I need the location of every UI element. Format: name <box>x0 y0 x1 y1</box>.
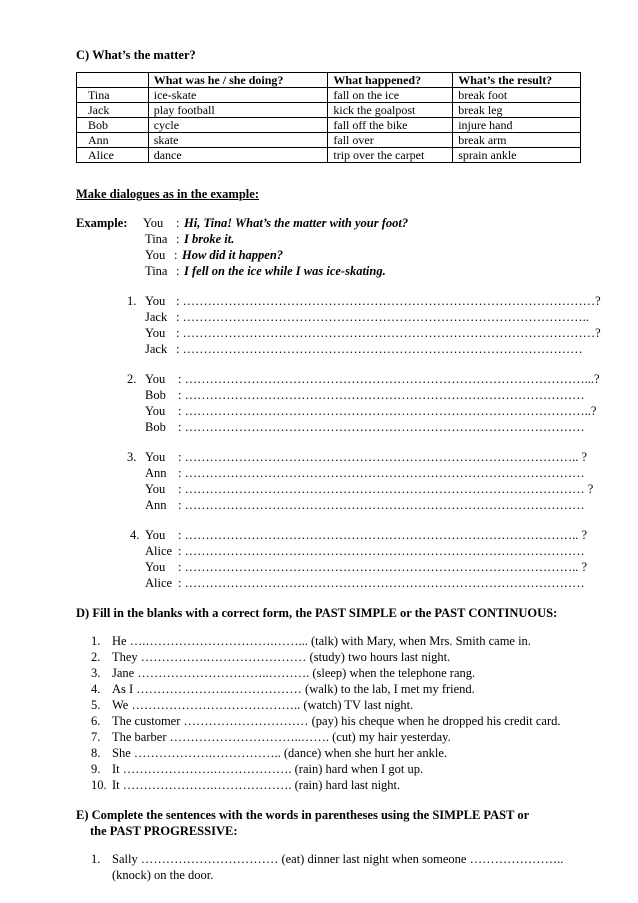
dialogue-number: 4. <box>130 528 140 542</box>
table-cell: break leg <box>453 103 581 118</box>
table-cell: Tina <box>77 88 149 103</box>
table-cell: ice-skate <box>148 88 328 103</box>
dialogue-speaker: You <box>145 326 166 340</box>
table-header-row <box>77 73 581 88</box>
table-cell: cycle <box>148 118 328 133</box>
dialogue-blank[interactable]: : …………………………………………………………………………………… <box>178 388 585 402</box>
table-cell: Alice <box>77 148 149 163</box>
dialogue-instruction: Make dialogues as in the example: <box>76 187 259 201</box>
fill-blank-sentence[interactable]: She ……………….…………….. (dance) when she hurt her ankle. <box>112 746 447 760</box>
dialogue-blank[interactable]: : ……………………………………………………………………………………...? <box>178 372 600 386</box>
dialogue-speaker: You <box>145 372 166 386</box>
table-cell: Bob <box>77 118 149 133</box>
dialogue-speaker: You <box>145 404 166 418</box>
section-e-title: E) Complete the sentences with the words in parentheses using the SIMPLE PAST or <box>76 808 530 822</box>
dialogue-blank[interactable]: : ………………………………………………………………………………………? <box>176 326 601 340</box>
fill-blank-sentence[interactable]: As I ………………….……………… (walk) to the lab, I met my friend. <box>112 682 475 696</box>
dialogue-number: 1. <box>127 294 137 308</box>
fill-blank-sentence[interactable]: The customer ………………………… (pay) his cheque when he dropped his credit card. <box>112 714 561 728</box>
matter-table <box>76 72 581 163</box>
table-row <box>77 133 581 148</box>
example-speaker: Tina <box>145 264 168 278</box>
dialogue-speaker: Jack <box>145 342 168 356</box>
example-speaker: You <box>143 216 164 230</box>
table-cell: fall off the bike <box>328 118 453 133</box>
fill-blank-sentence[interactable]: He ….………………………….……... (talk) with Mary, when Mrs. Smith came in. <box>112 634 531 648</box>
fill-blank-sentence[interactable]: It ………………….………………. (rain) hard last night. <box>112 778 401 792</box>
dialogue-blank[interactable]: : ………………………………………………………………………………….. ? <box>178 450 588 464</box>
example-separator: : <box>176 232 180 246</box>
item-number: 6. <box>91 714 101 728</box>
example-line: I fell on the ice while I was ice-skating. <box>184 264 386 278</box>
dialogue-speaker: Alice <box>145 544 173 558</box>
table-cell: Ann <box>77 133 149 148</box>
dialogue-blank[interactable]: : …………………………………………………………………………………… ? <box>178 482 594 496</box>
example-separator: : <box>174 248 178 262</box>
table-cell: trip over the carpet <box>328 148 453 163</box>
example-line: Hi, Tina! What’s the matter with your foot? <box>184 216 409 230</box>
example-separator: : <box>176 216 180 230</box>
table-cell: break arm <box>453 133 581 148</box>
table-header-cell: What happened? <box>328 73 453 88</box>
table-row <box>77 118 581 133</box>
table-cell: skate <box>148 133 328 148</box>
dialogue-blank[interactable]: : …………………………………………………………………………………… <box>178 466 585 480</box>
dialogue-speaker: Ann <box>145 498 167 512</box>
section-c-title: C) What’s the matter? <box>76 48 196 62</box>
item-number: 1. <box>91 852 101 866</box>
item-number: 2. <box>91 650 101 664</box>
dialogue-blank[interactable]: : …………………………………………………………………………………… <box>178 498 585 512</box>
dialogue-speaker: You <box>145 482 166 496</box>
dialogue-speaker: You <box>145 560 166 574</box>
fill-blank-sentence[interactable]: The barber …………………………..……. (cut) my hair yesterday. <box>112 730 451 744</box>
item-number: 10. <box>91 778 107 792</box>
dialogue-blank[interactable]: : …………………………………………………………………………………….. <box>176 310 589 324</box>
section-e-title-continued: the PAST PROGRESSIVE: <box>90 824 238 838</box>
fill-blank-sentence[interactable]: They …………….…………………… (study) two hours last night. <box>112 650 451 664</box>
item-number: 4. <box>91 682 101 696</box>
item-number: 3. <box>91 666 101 680</box>
fill-blank-sentence[interactable]: It ………………….………………. (rain) hard when I got up. <box>112 762 424 776</box>
dialogue-blank[interactable]: : ……………………………………………………………………………………..? <box>178 404 597 418</box>
table-cell: sprain ankle <box>453 148 581 163</box>
table-header-cell: What was he / she doing? <box>148 73 328 88</box>
table-header-cell <box>77 73 149 88</box>
dialogue-blank[interactable]: : …………………………………………………………………………………… <box>178 420 585 434</box>
table-header-cell: What’s the result? <box>453 73 581 88</box>
item-number: 8. <box>91 746 101 760</box>
dialogue-blank[interactable]: : ………………………………………………………………………………………? <box>176 294 601 308</box>
table-cell: Jack <box>77 103 149 118</box>
example-separator: : <box>176 264 180 278</box>
table-cell: kick the goalpost <box>328 103 453 118</box>
complete-sentence-continued: (knock) on the door. <box>112 868 214 882</box>
table-cell: fall over <box>328 133 453 148</box>
dialogue-blank[interactable]: : …………………………………………………………………………………… <box>178 576 585 590</box>
dialogue-speaker: You <box>145 294 166 308</box>
item-number: 7. <box>91 730 101 744</box>
example-line: How did it happen? <box>182 248 284 262</box>
dialogue-speaker: Jack <box>145 310 168 324</box>
dialogue-blank[interactable]: : ………………………………………………………………………………….. ? <box>178 528 588 542</box>
dialogue-speaker: You <box>145 528 166 542</box>
dialogue-blank[interactable]: : …………………………………………………………………………………… <box>176 342 583 356</box>
dialogue-speaker: Bob <box>145 388 166 402</box>
fill-blank-sentence[interactable]: Jane …………………………..………. (sleep) when the telephone rang. <box>112 666 476 680</box>
item-number: 1. <box>91 634 101 648</box>
dialogue-number: 3. <box>127 450 137 464</box>
fill-blank-sentence[interactable]: We ………………………………….. (watch) TV last night. <box>112 698 414 712</box>
dialogue-speaker: You <box>145 450 166 464</box>
example-speaker: You <box>145 248 166 262</box>
dialogue-blank[interactable]: : …………………………………………………………………………………… <box>178 544 585 558</box>
table-cell: dance <box>148 148 328 163</box>
table-cell: fall on the ice <box>328 88 453 103</box>
dialogue-speaker: Bob <box>145 420 166 434</box>
dialogue-speaker: Ann <box>145 466 167 480</box>
table-cell: injure hand <box>453 118 581 133</box>
example-line: I broke it. <box>184 232 235 246</box>
table-row <box>77 148 581 163</box>
dialogue-blank[interactable]: : ………………………………………………………………………………….. ? <box>178 560 588 574</box>
section-d-title: D) Fill in the blanks with a correct form, the PAST SIMPLE or the PAST CONTINUOUS: <box>76 606 558 620</box>
table-cell: break foot <box>453 88 581 103</box>
table-row <box>77 103 581 118</box>
table-cell: play football <box>148 103 328 118</box>
example-speaker: Tina <box>145 232 168 246</box>
dialogue-speaker: Alice <box>145 576 173 590</box>
table-row <box>77 88 581 103</box>
complete-sentence[interactable]: Sally …………………………… (eat) dinner last night when someone ………………….. <box>112 852 564 866</box>
example-label: Example: <box>76 216 128 230</box>
item-number: 5. <box>91 698 101 712</box>
dialogue-number: 2. <box>127 372 137 386</box>
item-number: 9. <box>91 762 101 776</box>
